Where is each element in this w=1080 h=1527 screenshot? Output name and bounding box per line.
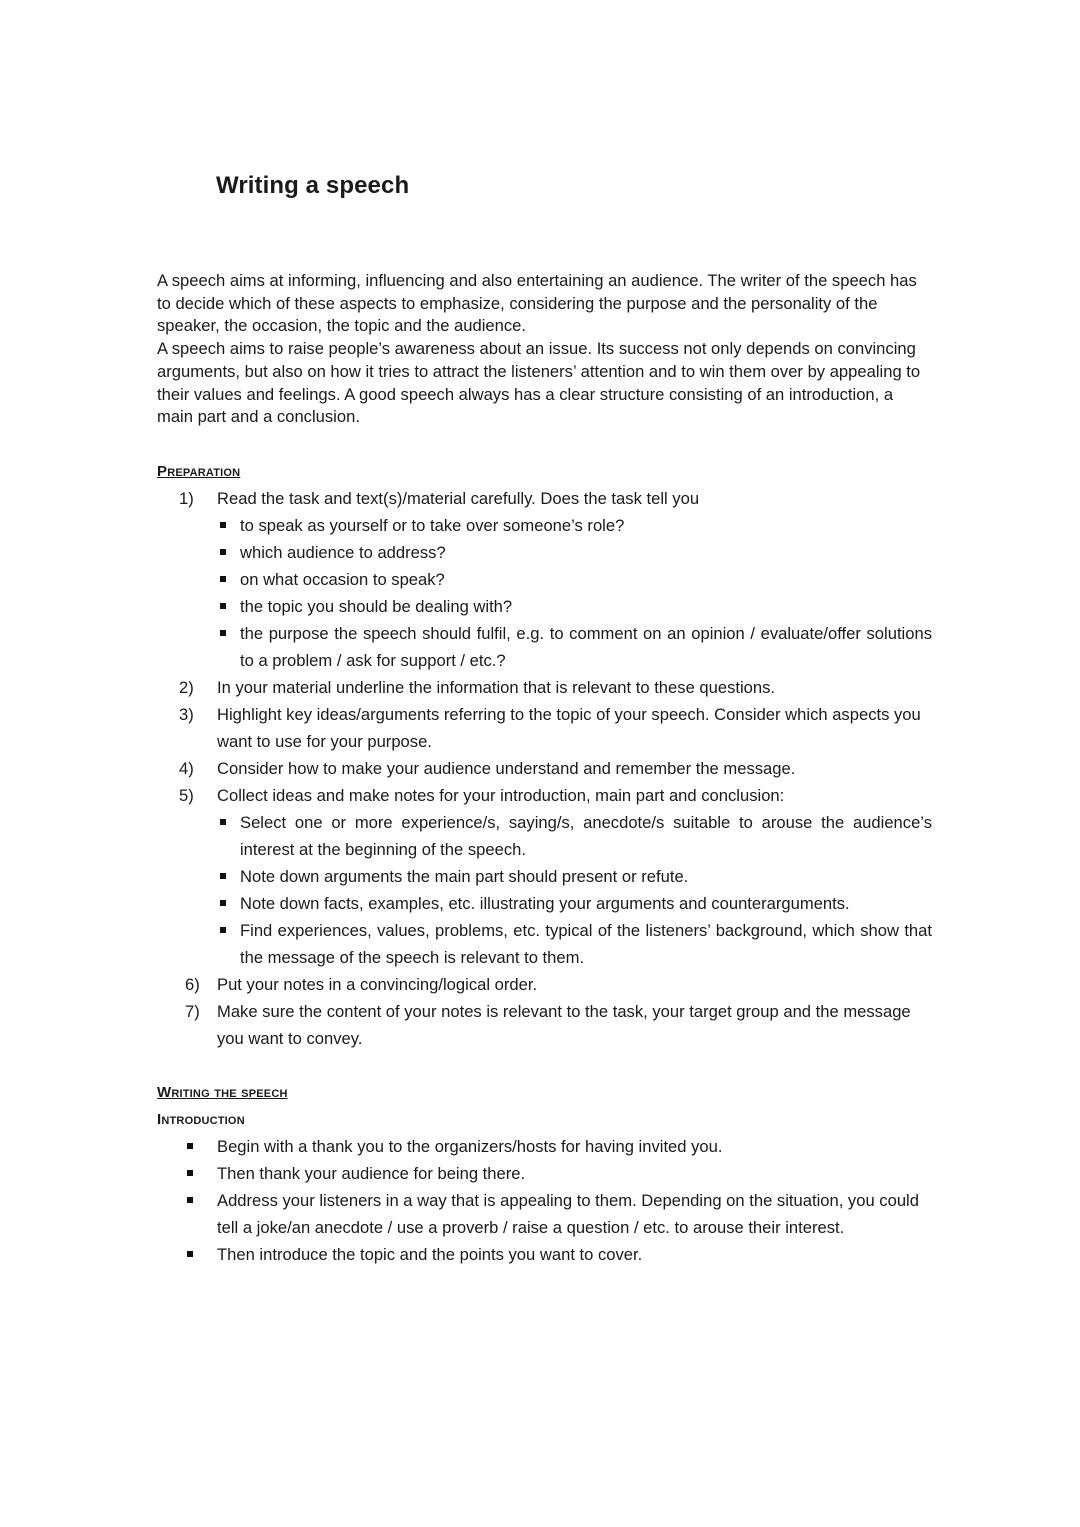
- bullet-square-icon: [220, 900, 226, 906]
- step-5-text: Collect ideas and make notes for your introduction, main part and conclusion:: [217, 786, 785, 805]
- step-1-bullet-text: the purpose the speech should fulfil, e.g. to comment on an opinion / evaluate/offer solutions to a problem / ask for support / etc.?: [240, 624, 932, 670]
- step-1-bullet: [157, 593, 932, 620]
- bullet-square-icon: [187, 1170, 193, 1176]
- introduction-bullet-text: Address your listeners in a way that is appealing to them. Depending on the situation, you could tell a joke/an anecdote / use a proverb / raise a question / etc. to arouse their interest.: [217, 1191, 919, 1237]
- step-1-bullet: [157, 512, 932, 539]
- intro-paragraph-2: A speech aims to raise people’s awareness about an issue. Its success not only depends on convincing arguments, but also on how it tries to attract the listeners’ attention and to win them over by appealing to their values and feelings. A good speech always has a clear structure consisting of an introduction, a main part and a conclusion.: [157, 339, 921, 427]
- step-5-bullet: [157, 863, 932, 890]
- introduction-bullet-text: Then thank your audience for being there.: [217, 1164, 526, 1183]
- introduction-bullet-text: Begin with a thank you to the organizers/hosts for having invited you.: [217, 1137, 723, 1156]
- bullet-square-icon: [220, 549, 226, 555]
- step-5-bullet-text: Note down arguments the main part should present or refute.: [240, 867, 689, 886]
- writing-heading: Writing the speech: [157, 1084, 288, 1101]
- step-1-bullet-text: which audience to address?: [240, 543, 446, 562]
- step-5: [157, 782, 932, 809]
- step-1-bullet: [157, 539, 932, 566]
- step-3-number: 3): [179, 705, 194, 724]
- bullet-square-icon: [220, 576, 226, 582]
- bullet-square-icon: [220, 927, 226, 933]
- step-1-number: 1): [179, 489, 194, 508]
- step-4: [157, 755, 932, 782]
- intro-paragraph-1: A speech aims at informing, influencing and also entertaining an audience. The writer of the speech has to decide which of these aspects to emphasize, considering the purpose and the personality of the speaker, the occasion, the topic and the audience.: [157, 271, 917, 336]
- step-6-text: Put your notes in a convincing/logical order.: [217, 975, 538, 994]
- step-5-bullet: [157, 890, 932, 917]
- step-6-number: 6): [185, 975, 200, 994]
- step-1-bullet: [157, 620, 932, 674]
- step-4-text: Consider how to make your audience understand and remember the message.: [217, 759, 796, 778]
- step-4-number: 4): [179, 759, 194, 778]
- bullet-square-icon: [220, 819, 226, 825]
- intro-text: [157, 270, 932, 429]
- introduction-bullet: [157, 1241, 932, 1268]
- introduction-bullet: [157, 1133, 932, 1160]
- step-5-number: 5): [179, 786, 194, 805]
- step-5-bullet-text: Select one or more experience/s, saying/s, anecdote/s suitable to arouse the audience’s interest at the beginning of the speech.: [240, 813, 932, 859]
- step-1-bullet-text: on what occasion to speak?: [240, 570, 445, 589]
- bullet-square-icon: [187, 1197, 193, 1203]
- step-2-text: In your material underline the information that is relevant to these questions.: [217, 678, 776, 697]
- step-1-bullet-text: the topic you should be dealing with?: [240, 597, 513, 616]
- introduction-subheading: Introduction: [157, 1111, 245, 1128]
- step-3-text: Highlight key ideas/arguments referring to the topic of your speech. Consider which aspects you want to use for your purpose.: [217, 705, 921, 751]
- bullet-square-icon: [220, 522, 226, 528]
- page-title: Writing a speech: [216, 172, 410, 199]
- bullet-square-icon: [220, 873, 226, 879]
- step-5-bullet: [157, 809, 932, 863]
- bullet-square-icon: [187, 1143, 193, 1149]
- step-6: [157, 971, 932, 998]
- introduction-bullet-text: Then introduce the topic and the points you want to cover.: [217, 1245, 643, 1264]
- step-7-text: Make sure the content of your notes is relevant to the task, your target group and the message you want to convey.: [217, 1002, 911, 1048]
- step-1-bullet: [157, 566, 932, 593]
- preparation-steps: [157, 485, 932, 1052]
- step-5-bullet: [157, 917, 932, 971]
- step-7-number: 7): [185, 1002, 200, 1021]
- bullet-square-icon: [187, 1251, 193, 1257]
- step-3: [157, 701, 932, 755]
- introduction-bullet: [157, 1187, 932, 1241]
- step-5-bullet-text: Note down facts, examples, etc. illustrating your arguments and counterarguments.: [240, 894, 850, 913]
- step-7: [157, 998, 932, 1052]
- preparation-heading: Preparation: [157, 463, 241, 480]
- step-2: [157, 674, 932, 701]
- step-5-bullet-text: Find experiences, values, problems, etc. typical of the listeners’ background, which show that the message of the speech is relevant to them.: [240, 921, 932, 967]
- bullet-square-icon: [220, 630, 226, 636]
- step-1: [157, 485, 932, 512]
- step-1-bullet-text: to speak as yourself or to take over someone’s role?: [240, 516, 625, 535]
- introduction-list: [157, 1133, 932, 1268]
- step-1-text: Read the task and text(s)/material carefully. Does the task tell you: [217, 489, 700, 508]
- introduction-bullet: [157, 1160, 932, 1187]
- bullet-square-icon: [220, 603, 226, 609]
- step-2-number: 2): [179, 678, 194, 697]
